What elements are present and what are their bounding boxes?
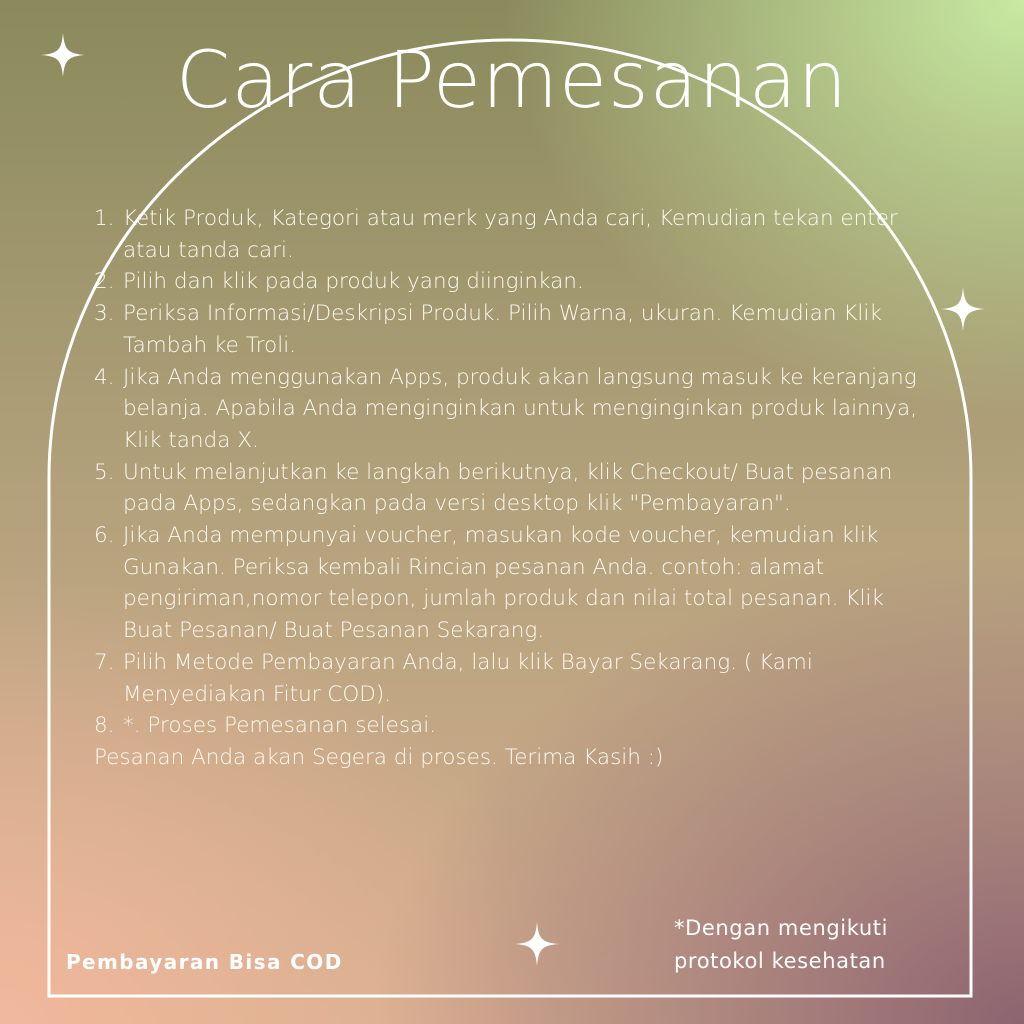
sparkle-icon <box>40 32 86 78</box>
list-item <box>94 710 926 742</box>
step-text: Untuk melanjutkan ke langkah berikutnya, klik Checkout/ Buat pesanan pada Apps, sedangkan pada versi desktop klik "Pembayaran". <box>123 459 893 517</box>
list-item <box>94 362 926 457</box>
step-number: 6. <box>94 523 115 549</box>
step-text: Pilih Metode Pembayaran Anda, lalu klik Bayar Sekarang. ( Kami Menyediakan Fitur COD). <box>123 649 813 707</box>
step-number: 5. <box>94 459 115 485</box>
payment-note: Pembayaran Bisa COD <box>66 950 343 974</box>
step-number: 7. <box>94 649 115 675</box>
list-item <box>94 647 926 710</box>
step-text: Periksa Informasi/Deskripsi Produk. Pilih Warna, ukuran. Kemudian Klik Tambah ke Troli. <box>123 301 882 358</box>
list-item <box>94 457 926 520</box>
step-number: 8. <box>94 713 115 739</box>
step-number: 3. <box>94 301 115 327</box>
protocol-note-line: *Dengan mengikuti <box>674 916 889 940</box>
step-text: Ketik Produk, Kategori atau merk yang Anda cari, Kemudian tekan enter atau tanda cari. <box>123 206 898 263</box>
page-title: Cara Pemesanan <box>175 36 849 126</box>
sparkle-icon <box>514 921 560 967</box>
list-item <box>94 203 926 266</box>
step-text: Jika Anda mempunyai voucher, masukan kode voucher, kemudian klik Gunakan. Periksa kembali Rincian pesanan Anda. contoh: alamat pengiriman,nomor telepon, jumlah produk dan nilai total pesanan. Klik Buat Pesanan/ Buat Pesanan Sekarang. <box>123 523 884 644</box>
step-text: *. Proses Pemesanan selesai. <box>123 713 437 739</box>
list-item <box>94 298 926 361</box>
sparkle-icon <box>940 286 986 332</box>
step-number: 2. <box>94 269 115 295</box>
list-item <box>94 266 926 298</box>
step-number: 4. <box>94 364 115 390</box>
protocol-note <box>674 912 964 978</box>
list-item <box>94 520 926 647</box>
closing-message: Pesanan Anda akan Segera di proses. Terima Kasih :) <box>94 744 664 770</box>
step-text: Jika Anda menggunakan Apps, produk akan langsung masuk ke keranjang belanja. Apabila Anda menginginkan untuk menginginkan produk lainnya, Klik tanda X. <box>123 364 918 453</box>
step-number: 1. <box>94 206 115 231</box>
instructions-list <box>94 203 926 774</box>
protocol-note-line: protokol kesehatan <box>674 949 886 973</box>
step-text: Pilih dan klik pada produk yang diinginkan. <box>123 269 584 295</box>
